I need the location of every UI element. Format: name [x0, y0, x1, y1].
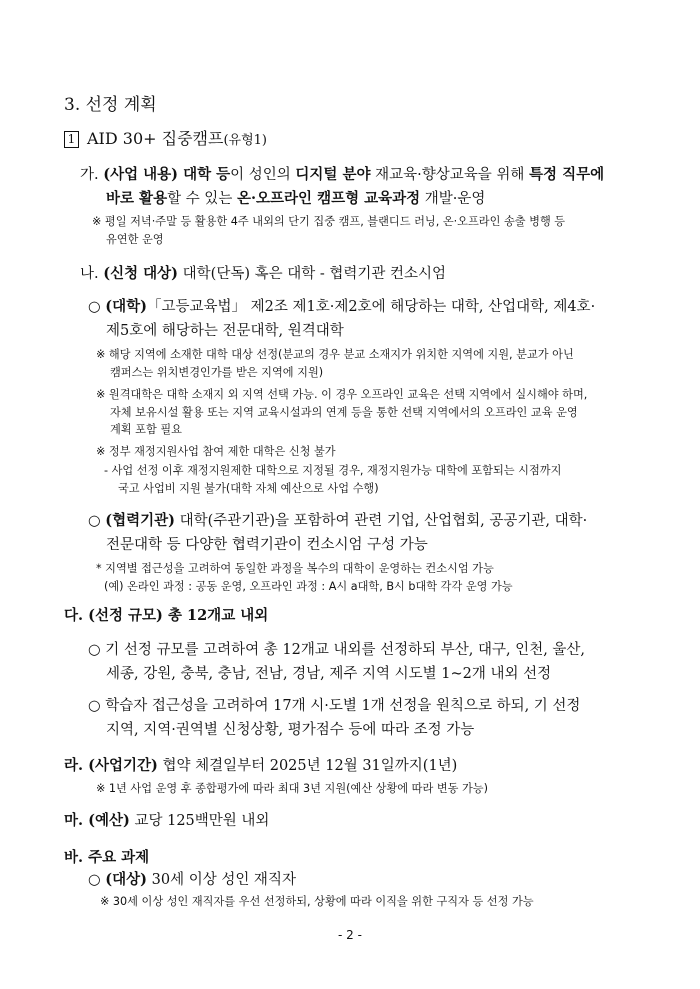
coop-note-line2: (예) 온라인 과정 : 공동 운영, 오프라인 과정 : A시 a대학, B시 b대학 각각 운영 가능	[104, 580, 513, 593]
item-ga-text3: 을 위해	[477, 167, 530, 183]
item-da-b2-line1: ○ 학습자 접근성을 고려하여 17개 시·도별 1개 선정을 원칙으로 하되, 기 선정	[88, 698, 581, 714]
univ-note2-line1: ※ 원격대학은 대학 소재지 외 지역 선택 가능. 이 경우 오프라인 교육은 선택 지역에서 실시해야 하며,	[96, 388, 588, 401]
item-ga-text4: 할 수 있는	[167, 191, 237, 207]
item-na-text: 대학(단독) 혹은 대학 - 협력기관 컨소시엄	[178, 266, 447, 282]
item-ga-line2	[106, 187, 485, 208]
item-ma-label: 마.	[64, 812, 89, 829]
item-ga-line1	[80, 163, 604, 184]
univ-note2-line3: 계획 포함 필요	[110, 423, 182, 436]
item-ga-label: 가.	[80, 167, 104, 183]
section-title: 3. 선정 계획	[64, 95, 157, 115]
coop-subject: (협력기관)	[105, 512, 176, 529]
item-na-subject: (신청 대상)	[103, 265, 179, 282]
item-ga-note-line1: ※ 평일 저녁·주말 등 활용한 4주 내외의 단기 집중 캠프, 블랜디드 러닝, 온·오프라인 송출 병행 등	[92, 215, 566, 228]
univ-note1-line1: ※ 해당 지역에 소재한 대학 대상 선정(분교의 경우 분교 소재지가 위치한 지역에 지원, 분교가 아닌	[96, 348, 574, 361]
item-ma-text: 교당 125백만원 내외	[129, 813, 270, 829]
item-ga-use: 바로 활용	[106, 190, 168, 207]
coop-line1	[88, 509, 587, 530]
coop-text: 대학(주관기관)을 포함하여 관련 기업, 산업협회, 공공기관, 대학·	[175, 513, 588, 529]
univ-note4-line1: - 사업 선정 이후 재정지원제한 대학으로 지정될 경우, 재정지원가능 대학에 포함되는 시점까지	[104, 464, 562, 477]
item-ra-subject: (사업기간)	[88, 757, 158, 774]
item-ra-text: 협약 체결일부터 2025년 12월 31일까지(1년)	[157, 758, 458, 774]
item-ba-b1	[88, 868, 296, 889]
univ-text: 「고등교육법」 제2조 제1호·제2호에 해당하는 대학, 산업대학, 제4호·	[147, 299, 596, 315]
univ-note2-line2: 자체 보유시설 활용 또는 지역 교육시설과의 연계 등을 통한 선택 지역에서의 오프라인 교육 운영	[110, 406, 578, 419]
item-ga-course: 온·오프라인 캠프형 교육과정	[236, 190, 421, 207]
item-ga-job: 특정 직무에	[529, 166, 605, 183]
item-ba-text: 30세 이상 성인 재직자	[147, 872, 296, 888]
program-number-box: 1	[64, 131, 79, 148]
item-na-label: 나.	[80, 266, 104, 282]
item-ma	[64, 809, 269, 830]
item-ma-subject: (예산)	[88, 812, 130, 829]
bullet-circle: ○	[88, 299, 106, 315]
bullet-circle: ○	[88, 872, 106, 888]
page-number: - 2 -	[338, 928, 362, 942]
item-ga-text1: 이 성인의	[230, 167, 296, 183]
univ-note4-line2: 국고 사업비 지원 불가(대학 자체 예산으로 사업 수행)	[118, 482, 379, 495]
univ-note3: ※ 정부 재정지원사업 참여 제한 대학은 신청 불가	[96, 445, 336, 458]
item-ba-subject: (대상)	[105, 871, 148, 888]
item-na	[80, 262, 446, 283]
univ-subject: (대학)	[105, 298, 148, 315]
item-ga-text2: 재교육·향상교육	[370, 167, 478, 183]
item-da-b1-line1: ○ 기 선정 규모를 고려하여 총 12개교 내외를 선정하되 부산, 대구, 인천, 울산,	[88, 642, 586, 658]
item-ba: 바. 주요 과제	[64, 849, 150, 866]
univ-note1-line2: 캠퍼스는 위치변경인가를 받은 지역에 지원)	[110, 366, 324, 379]
coop-note-line1: * 지역별 접근성을 고려하여 동일한 과정을 복수의 대학이 운영하는 컨소시엄 가능	[96, 562, 494, 575]
univ-line1	[88, 295, 595, 316]
item-ra-note: ※ 1년 사업 운영 후 종합평가에 따라 최대 3년 지원(예산 상황에 따라 변동 가능)	[96, 782, 488, 795]
item-ga-text5: 개발·운영	[420, 191, 486, 207]
program-type: (유형1)	[223, 133, 267, 148]
item-da-b2-line2: 지역, 지역·권역별 신청상황, 평가점수 등에 따라 조정 가능	[106, 722, 475, 738]
program-name: AID 30+ 집중캠프	[87, 129, 224, 148]
item-ga-note-line2: 유연한 운영	[106, 233, 164, 246]
coop-line2: 전문대학 등 다양한 협력기관이 컨소시엄 구성 가능	[106, 537, 428, 553]
item-ga-digital: 디지털 분야	[295, 166, 371, 183]
univ-line2: 제5호에 해당하는 전문대학, 원격대학	[106, 323, 344, 339]
bullet-circle: ○	[88, 513, 106, 529]
item-ra-label: 라.	[64, 757, 89, 774]
item-ra	[64, 754, 457, 775]
item-da-b1-line2: 세종, 강원, 충북, 충남, 전남, 경남, 제주 지역 시도별 1~2개 내외 선정	[106, 666, 552, 682]
item-ba-note: ※ 30세 이상 성인 재직자를 우선 선정하되, 상황에 따라 이직을 위한 구직자 등 선정 가능	[100, 895, 534, 908]
item-da: 다. (선정 규모) 총 12개교 내외	[64, 607, 269, 624]
program-heading	[64, 126, 267, 149]
item-ga-subject: (사업 내용) 대학 등	[103, 166, 231, 183]
